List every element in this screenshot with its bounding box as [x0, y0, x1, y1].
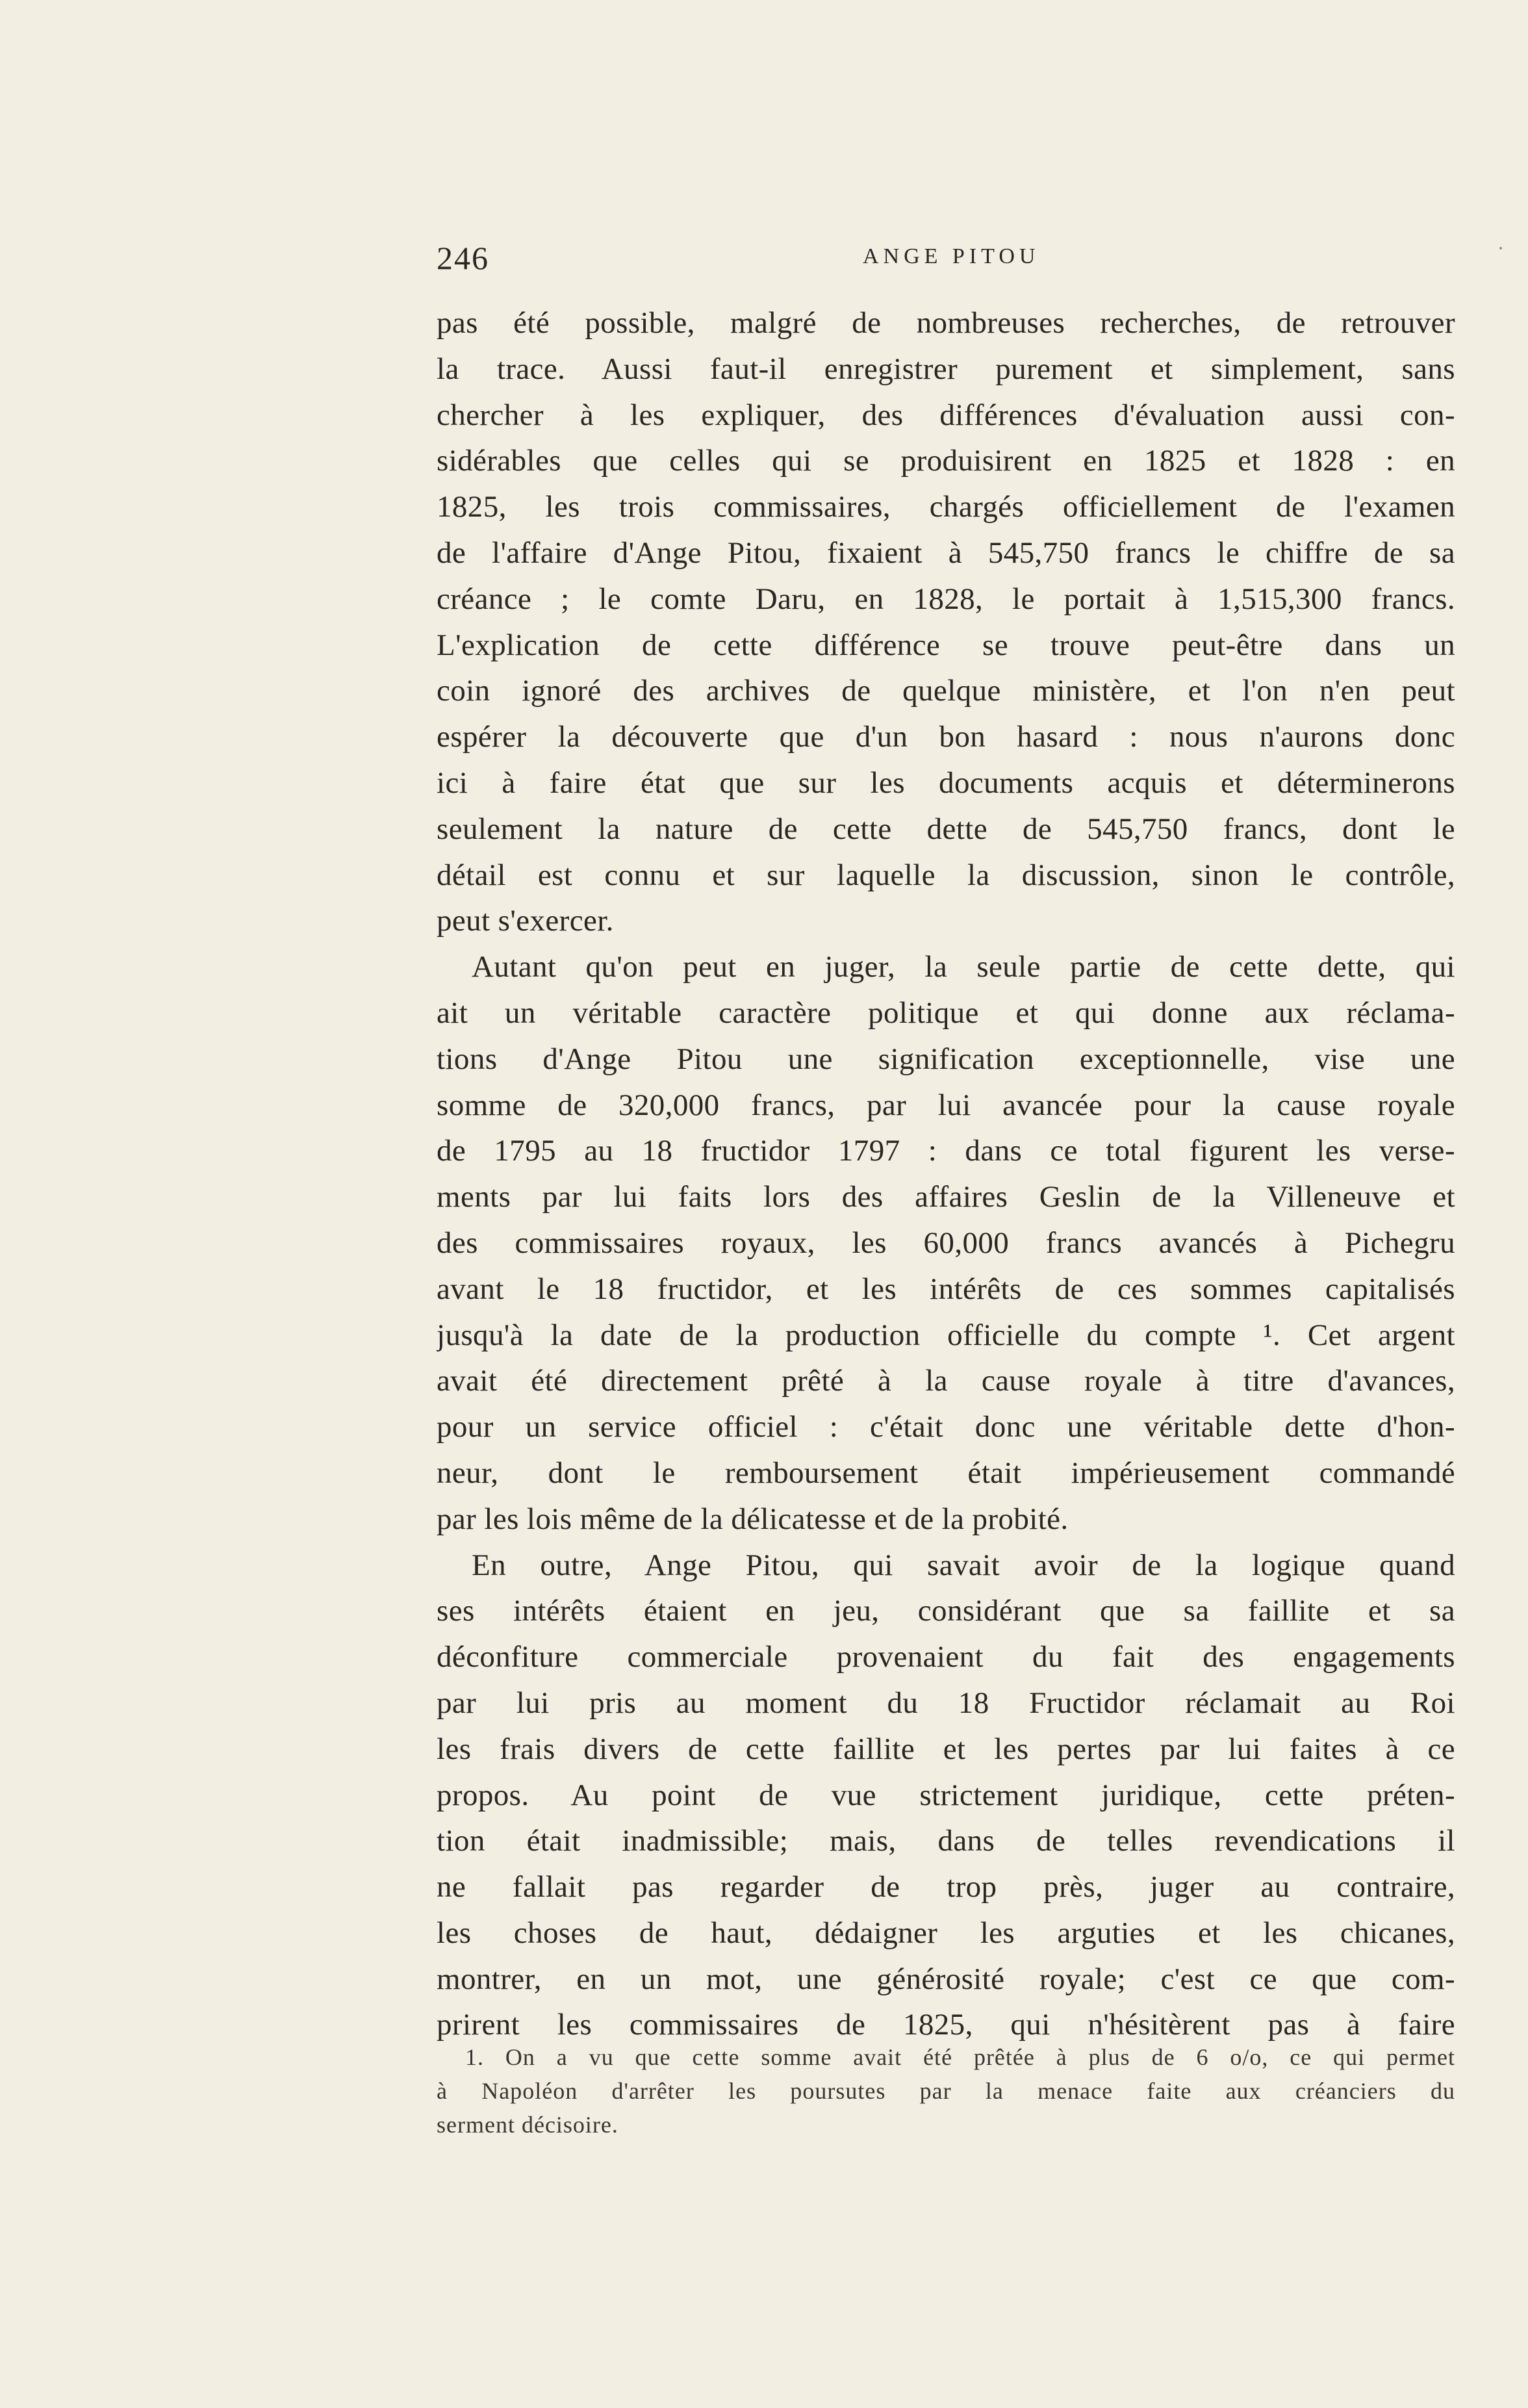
- text-line: par les lois même de la délicatesse et de la probité.: [437, 1502, 1069, 1536]
- text-line: de l'affaire d'Ange Pitou, fixaient à 545,750 francs le chiffre de sa: [437, 535, 1455, 570]
- running-title: ANGE PITOU: [863, 244, 1040, 268]
- text-line: tion était inadmissible; mais, dans de telles revendications il: [437, 1824, 1455, 1858]
- text-line: L'explication de cette différence se trouve peut-être dans un: [437, 628, 1455, 662]
- text-line: les choses de haut, dédaigner les arguties et les chicanes,: [437, 1915, 1455, 1950]
- text-line: de 1795 au 18 fructidor 1797 : dans ce total figurent les verse-: [437, 1134, 1455, 1168]
- text-line: 1825, les trois commissaires, chargés officiellement de l'examen: [437, 490, 1455, 524]
- text-line: pas été possible, malgré de nombreuses recherches, de retrouver: [437, 306, 1455, 340]
- text-line: avait été directement prêté à la cause royale à titre d'avances,: [437, 1364, 1455, 1398]
- text-line: neur, dont le remboursement était impérieusement commandé: [437, 1455, 1455, 1490]
- paragraph-start-line: Autant qu'on peut en juger, la seule partie de cette dette, qui: [472, 950, 1455, 984]
- body-text: [437, 300, 1455, 2048]
- page-number: 246: [437, 240, 489, 276]
- text-line: jusqu'à la date de la production officielle du compte ¹. Cet argent: [437, 1318, 1455, 1352]
- page-header: [437, 239, 1450, 278]
- text-line: ici à faire état que sur les documents acquis et déterminerons: [437, 765, 1455, 800]
- text-line: ne fallait pas regarder de trop près, juger au contraire,: [437, 1870, 1455, 1904]
- text-line: des commissaires royaux, les 60,000 francs avancés à Pichegru: [437, 1225, 1455, 1260]
- footnote-line: 1. On a vu que cette somme avait été prêtée à plus de 6 o/o, ce qui permet: [465, 2044, 1455, 2070]
- text-line: la trace. Aussi faut-il enregistrer purement et simplement, sans: [437, 352, 1455, 386]
- text-line: sidérables que celles qui se produisirent en 1825 et 1828 : en: [437, 444, 1455, 478]
- footnote-line: à Napoléon d'arrêter les poursutes par la menace faite aux créanciers du: [437, 2078, 1455, 2104]
- text-line: ments par lui faits lors des affaires Geslin de la Villeneuve et: [437, 1180, 1455, 1214]
- text-line: peut s'exercer.: [437, 904, 614, 938]
- text-line: somme de 320,000 francs, par lui avancée pour la cause royale: [437, 1088, 1455, 1122]
- text-line: montrer, en un mot, une générosité royale; c'est ce que com-: [437, 1962, 1455, 1996]
- text-line: déconfiture commerciale provenaient du fait des engagements: [437, 1640, 1455, 1674]
- text-line: détail est connu et sur laquelle la discussion, sinon le contrôle,: [437, 858, 1455, 892]
- text-line: tions d'Ange Pitou une signification exceptionnelle, vise une: [437, 1042, 1455, 1076]
- text-line: prirent les commissaires de 1825, qui n'hésitèrent pas à faire: [437, 2008, 1455, 2042]
- footnote: [437, 2040, 1455, 2142]
- footnote-line: serment décisoire.: [437, 2112, 618, 2138]
- text-line: avant le 18 fructidor, et les intérêts de ces sommes capitalisés: [437, 1272, 1455, 1306]
- paragraph-start-line: En outre, Ange Pitou, qui savait avoir de la logique quand: [472, 1548, 1455, 1582]
- text-line: seulement la nature de cette dette de 545,750 francs, dont le: [437, 812, 1455, 846]
- text-line: par lui pris au moment du 18 Fructidor réclamait au Roi: [437, 1685, 1455, 1720]
- text-line: ses intérêts étaient en jeu, considérant que sa faillite et sa: [437, 1594, 1455, 1628]
- text-line: les frais divers de cette faillite et les pertes par lui faites à ce: [437, 1732, 1455, 1766]
- paper-speck: [1499, 247, 1502, 250]
- text-line: ait un véritable caractère politique et qui donne aux réclama-: [437, 995, 1455, 1030]
- text-line: propos. Au point de vue strictement juridique, cette préten-: [437, 1778, 1455, 1812]
- text-line: coin ignoré des archives de quelque ministère, et l'on n'en peut: [437, 674, 1455, 708]
- text-line: espérer la découverte que d'un bon hasard : nous n'aurons donc: [437, 720, 1455, 754]
- text-line: créance ; le comte Daru, en 1828, le portait à 1,515,300 francs.: [437, 582, 1455, 616]
- text-line: chercher à les expliquer, des différences d'évaluation aussi con-: [437, 398, 1455, 432]
- text-line: pour un service officiel : c'était donc une véritable dette d'hon-: [437, 1410, 1455, 1444]
